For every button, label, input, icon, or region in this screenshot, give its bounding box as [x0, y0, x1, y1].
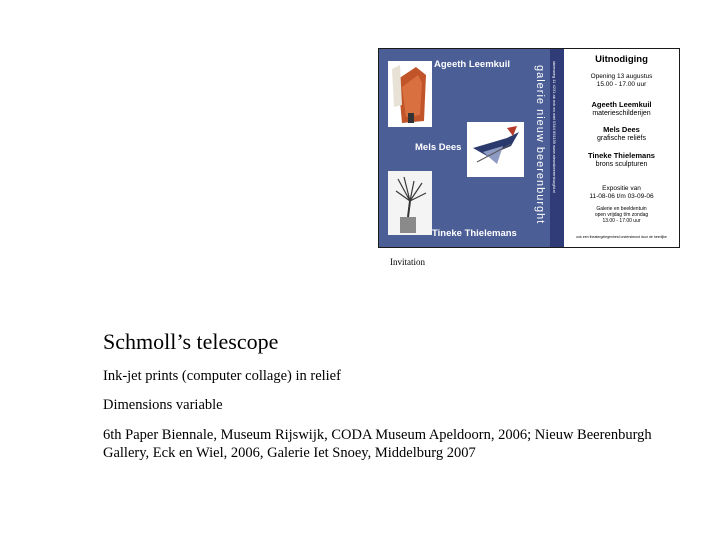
hours-line-1: Galerie en beeldentuin	[596, 206, 647, 212]
invitation-strip-dark	[550, 49, 564, 247]
work-exhibition-history: 6th Paper Biennale, Museum Rijswijk, CODA Museum Apeldoorn, 2006; Nieuw Beerenburgh Gallery, Eck en Wiel, 2006, Galerie Iet Snoey, Middelburg 2007	[103, 427, 652, 461]
work-dimensions: Dimensions variable	[103, 397, 223, 413]
invitation-footer: ook een theatergelegenheid ondersteund door de heerlijke	[576, 235, 667, 239]
artist-3-medium: brons sculpturen	[595, 161, 648, 168]
relief-image	[467, 122, 524, 177]
invitation-strip	[534, 49, 550, 247]
image-caption: Invitation	[390, 257, 425, 267]
artist-name-2: Mels Dees	[415, 142, 462, 153]
invitation-heading: Uitnodiging	[595, 54, 648, 65]
artwork-photo-relief	[467, 122, 524, 177]
opening-time: 15.00 - 17.00 uur	[596, 81, 647, 88]
artwork-photo-sculpture	[388, 171, 432, 235]
exhibition-dates: 11-08-06 t/m 03-09-06	[589, 193, 654, 200]
exhibition-label: Expositie van	[602, 185, 641, 192]
artwork-photo-painting	[388, 61, 432, 127]
artist-2-medium: grafische reliëfs	[596, 135, 647, 142]
invitation-left-panel	[379, 49, 534, 247]
invitation-text-panel	[564, 49, 679, 247]
gallery-vertical-name: galerie nieuw beerenburght	[534, 65, 546, 225]
artist-name-3: Tineke Thielemans	[432, 228, 517, 239]
artist-1-medium: materieschilderijen	[592, 110, 651, 117]
artist-3-name: Tineke Thielemans	[588, 151, 655, 160]
painting-image	[388, 61, 432, 127]
artist-name-1: Ageeth Leemkuil	[434, 59, 511, 70]
sculpture-image	[388, 171, 432, 235]
invitation-card	[378, 48, 680, 248]
artist-1-name: Ageeth Leemkuil	[591, 100, 652, 109]
gallery-vertical-address: steenweg 11 4231 ab eck en wiel 0344 691159 www.nieuwbeerenburght.nl	[552, 61, 557, 194]
hours-line-3: 13.00 - 17.00 uur	[602, 218, 641, 224]
work-medium: Ink-jet prints (computer collage) in relief	[103, 368, 341, 384]
opening-date: Opening 13 augustus	[590, 73, 653, 80]
artist-2-name: Mels Dees	[603, 125, 640, 134]
hours-line-2: open vrijdag t/m zondag	[594, 212, 649, 218]
work-title: Schmoll’s telescope	[103, 329, 279, 354]
